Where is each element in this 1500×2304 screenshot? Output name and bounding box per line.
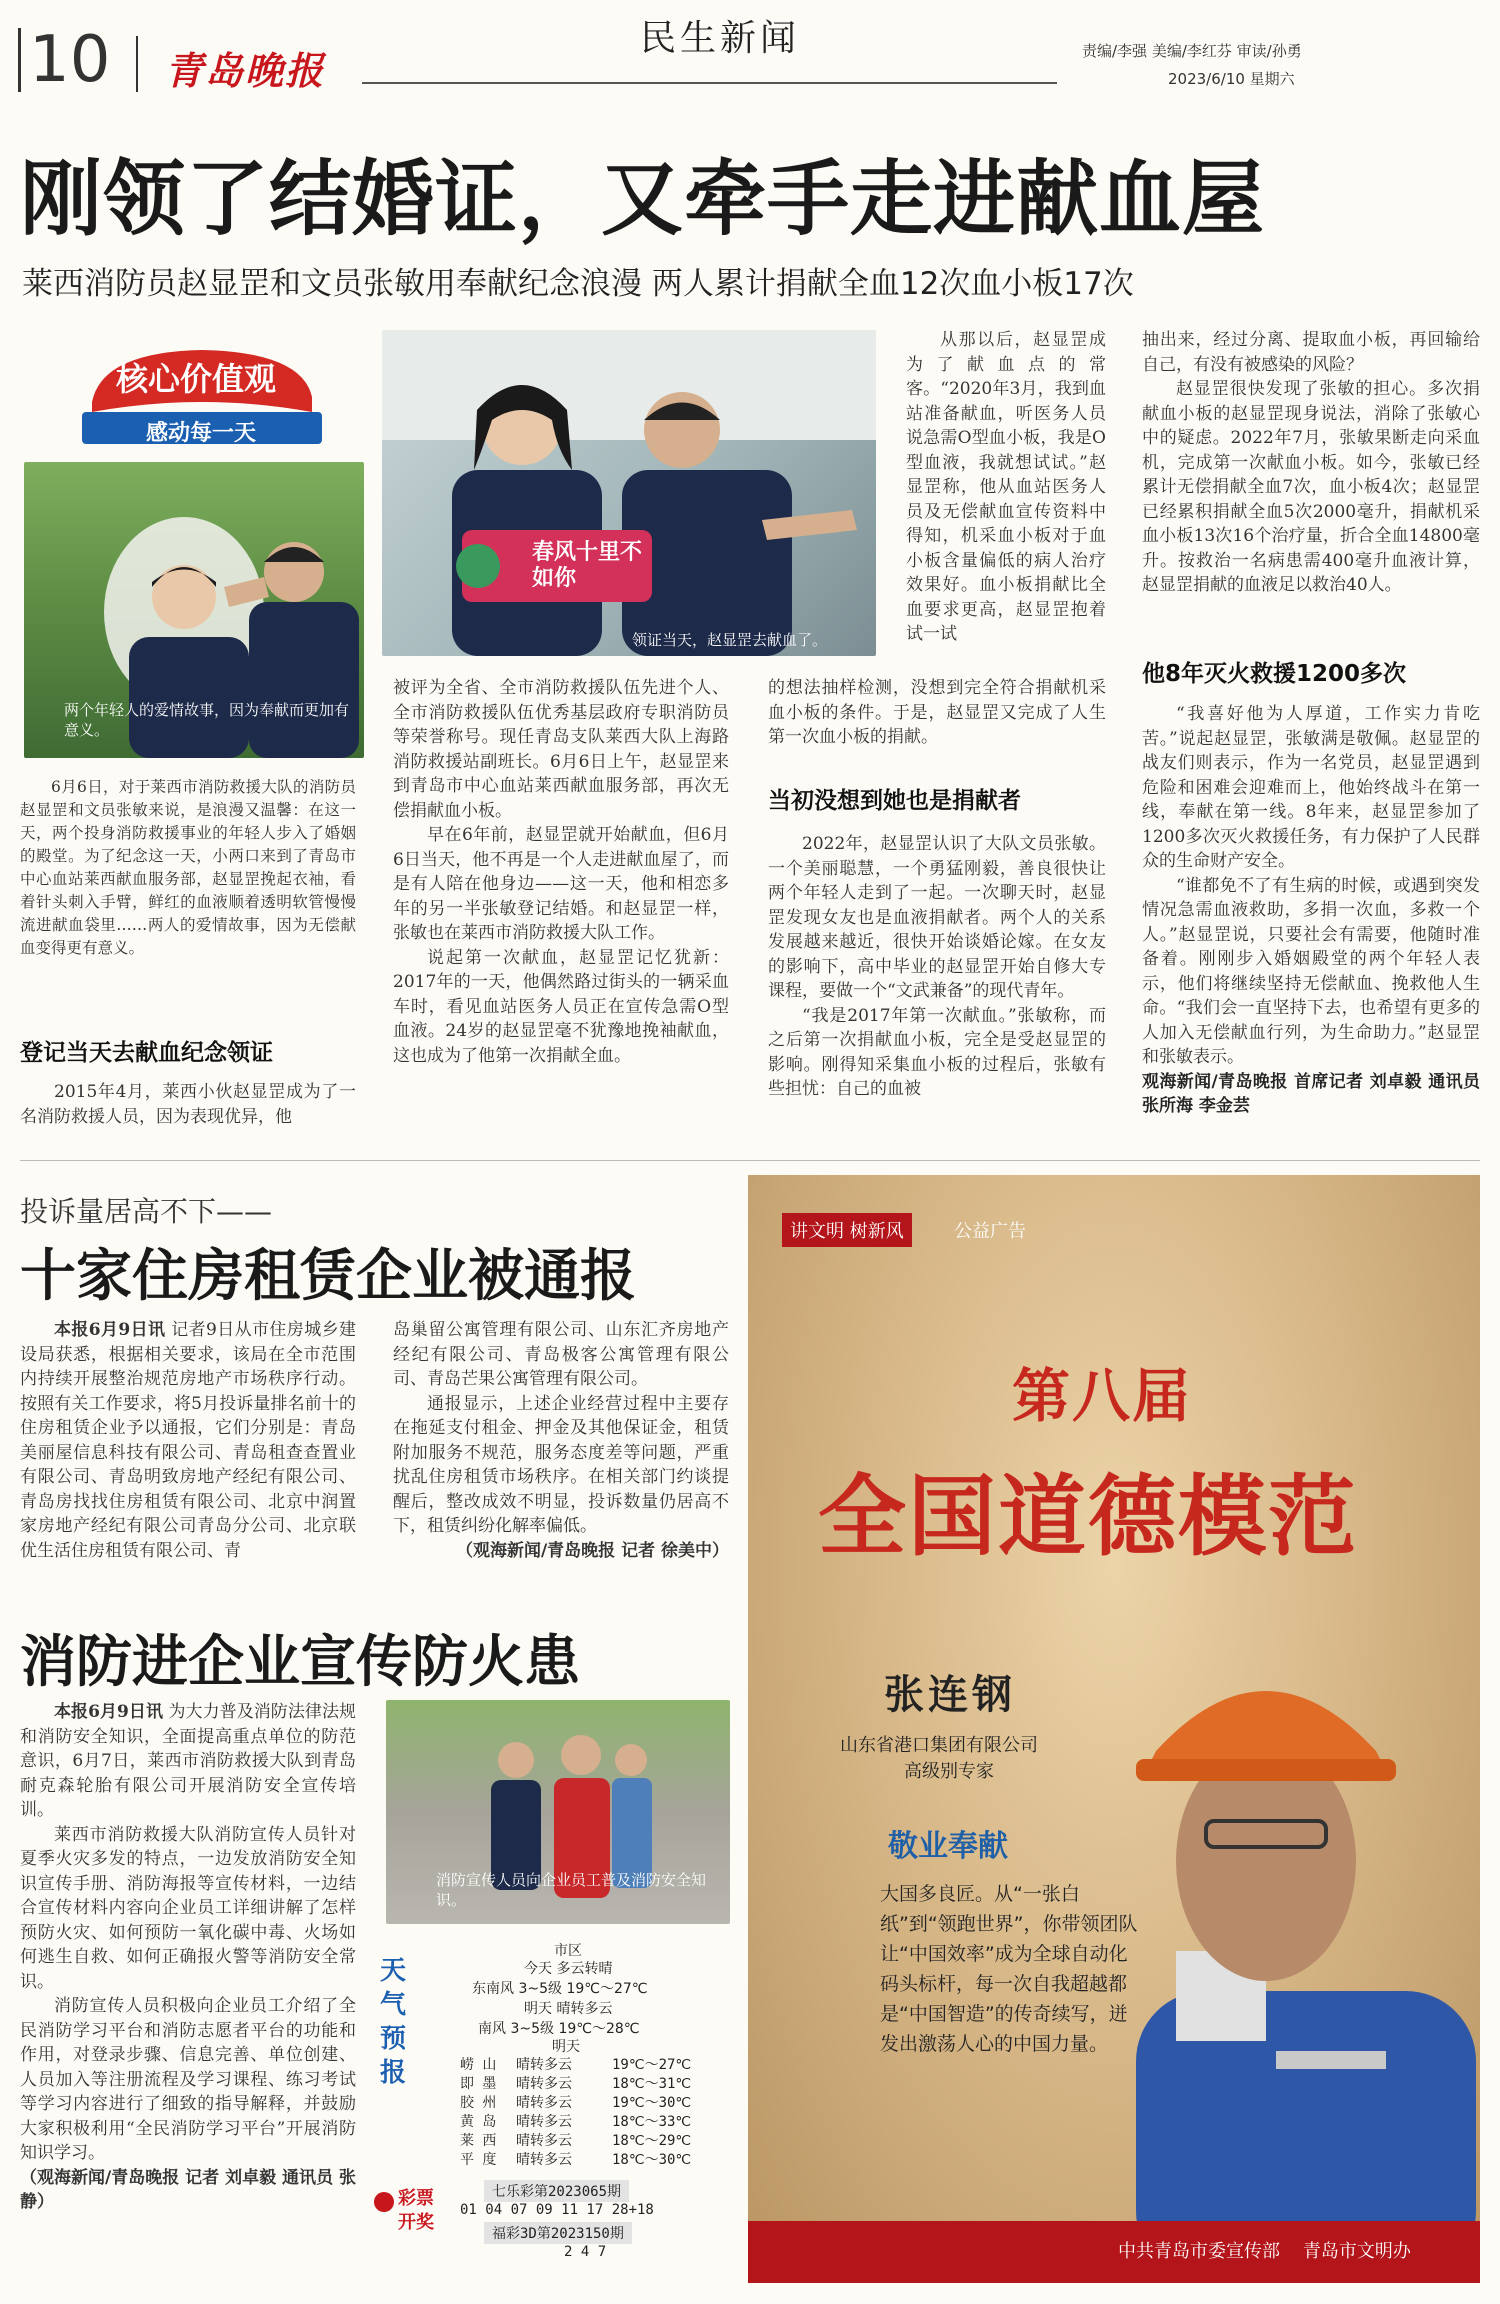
badge-title: 核心价值观: [116, 360, 277, 398]
weather-label: 天气预报: [380, 1956, 407, 2088]
paragraph: 早在6年前，赵显罡就开始献血，但6月6日当天，他不再是一个人走进献血屋了，而是有人陪在他身边——这一天，他和相恋多年的另一半张敏登记结婚。和赵显罡一样，张敏也在莱西市消防救援大队工作。: [393, 825, 729, 943]
ad-title-1: 第八届: [1012, 1362, 1193, 1430]
paragraph: 莱西市消防救援大队消防宣传人员针对夏季火灾多发的特点，一边发放消防安全知识宣传手册、消防海报等宣传材料，一边结合宣传材料内容向企业员工详细讲解了怎样预防火灾、如何预防一氧化碳中毒、火场如何逃生自救、如何正确报火警等消防安全常识。: [20, 1824, 356, 1992]
article2-kicker: 投诉量居高不下——: [20, 1195, 273, 1228]
weather-row: 胶 州 晴转多云 19℃～30℃: [460, 2095, 692, 2111]
fire-safety-photo: [386, 1700, 730, 1924]
weather-row: 黄 岛 晴转多云 18℃～33℃: [460, 2114, 692, 2130]
byline: 观海新闻/青岛晚报 首席记者 刘卓毅 通讯员 张所海 李金芸: [1142, 1071, 1480, 1116]
lottery-line-2: 01 04 07 09 11 17 28+18: [460, 2202, 654, 2218]
article2-col1: [20, 1318, 356, 1563]
article2-headline: 十家住房租赁企业被通报: [20, 1244, 636, 1309]
article2-col2: [393, 1318, 729, 1563]
paragraph: 说起第一次献血，赵显罡记忆犹新：2017年的一天，他偶然路过街头的一辆采血车时，看见血站医务人员正在宣传急需O型血液。24岁的赵显罡毫不犹豫地挽袖献血，这也成为了他第一次捐献全血。: [393, 947, 729, 1066]
paragraph: 抽出来，经过分离、提取血小板，再回输给自己，有没有被感染的风险？: [1142, 330, 1480, 375]
weather-today: 今天 多云转晴: [524, 1961, 613, 1977]
header-divider: [136, 36, 138, 92]
paragraph: 2022年，赵显罡认识了大队文员张敏。一个美丽聪慧，一个勇猛刚毅，善良很快让两个年轻人走到了一起。一次聊天时，赵显罡发现女友也是血液捐献者。两个人的关系发展越来越近，很快开始谈婚论嫁。在女友的影响下，高中毕业的赵显罡开始自修大专课程，要做一个“文武兼备”的现代青年。: [768, 834, 1106, 1001]
lottery-line-4: 2 4 7: [564, 2244, 607, 2260]
article1-col3: [768, 676, 1106, 750]
worker-portrait-icon: [1096, 1631, 1476, 2271]
dateline: 本报6月9日讯: [54, 1702, 164, 1722]
article1-col2: [393, 676, 729, 1068]
weather-row: 即 墨 晴转多云 18℃～31℃: [460, 2076, 692, 2092]
couple-photo: [24, 462, 364, 758]
photo3-caption: 消防宣传人员向企业员工普及消防安全知识。: [436, 1871, 707, 1909]
donation-photo: [382, 330, 876, 656]
subheading-2: 当初没想到她也是捐献者: [768, 788, 1021, 814]
article3-headline: 消防进企业宣传防火患: [20, 1630, 580, 1695]
ad-person-name: 张连钢: [884, 1671, 1016, 1718]
subheading-1: 登记当天去献血纪念领证: [20, 1040, 273, 1066]
dateline: 本报6月9日讯: [54, 1320, 166, 1340]
lottery-label-1: 彩票: [398, 2188, 434, 2209]
paragraph: 为大力普及消防法律法规和消防安全知识，全面提高重点单位的防范意识，6月7日，莱西市消防救援大队到青岛耐克森轮胎有限公司开展消防安全宣传培训。: [20, 1702, 356, 1820]
article1-col3-top: [906, 328, 1106, 647]
public-service-ad: [748, 1175, 1480, 2283]
intro-paragraph: 6月6日，对于莱西市消防救援大队的消防员赵显罡和文员张敏来说，是浪漫又温馨：在这一天，两个投身消防救援事业的年轻人步入了婚姻的殿堂。为了纪念这一天，小两口来到了青岛市中心血站莱西献血服务部，赵显罡挽起衣袖，看着针头刺入手臂，鲜红的血液顺着透明软管慢慢流进献血袋里……两人的爱情故事，因为无偿献血变得更有意义。: [20, 778, 356, 957]
paragraph: 记者9日从市住房城乡建设局获悉，根据相关要求，该局在全市范围内持续开展整治规范房地产市场秩序行动。按照有关工作要求，将5月投诉量排名前十的住房租赁企业予以通报，它们分别是：青岛美丽屋信息科技有限公司、青岛租查查置业有限公司、青岛明致房地产经纪有限公司、青岛房找找住房租赁有限公司、北京中润置家房地产经纪有限公司青岛分公司、北京联优生活住房租赁有限公司、青: [20, 1320, 356, 1561]
byline: （观海新闻/青岛晚报 记者 徐美中）: [455, 1540, 729, 1561]
editors-line: 责编/李强 美编/李红芬 审读/孙勇: [1082, 42, 1302, 60]
article1-col1-tail: [20, 1080, 356, 1129]
article1-col4-bottom: [1142, 702, 1480, 1119]
article3-col1: [20, 1700, 356, 2215]
weather-today-wind: 东南风 3~5级 19℃～27℃: [472, 1981, 648, 1997]
ad-title-2: 全国道德模范: [818, 1465, 1359, 1568]
weather-tomorrow-wind: 南风 3~5级 19℃～28℃: [478, 2021, 640, 2037]
paragraph: 岛巢留公寓管理有限公司、山东汇齐房地产经纪有限公司、青岛极客公寓管理有限公司、青岛芒果公寓管理有限公司。: [393, 1320, 729, 1389]
weather-city: 市区: [554, 1943, 582, 1959]
weather-row: 莱 西 晴转多云 18℃～29℃: [460, 2133, 692, 2149]
paragraph: 消防宣传人员积极向企业员工介绍了全民消防学习平台和消防志愿者平台的功能和作用，对登录步骤、信息完善、单位创建、人员加入等注册流程及学习课程、练习考试等学习内容进行了细致的指导解释，并鼓励大家积极利用“全民消防学习平台”开展消防知识学习。: [20, 1996, 356, 2163]
paper-logo: 青岛晚报: [165, 48, 326, 93]
lottery-line-3: 福彩3D第2023150期: [484, 2222, 632, 2244]
paragraph: 2015年4月，莱西小伙赵显罡成为了一名消防救援人员，因为表现优异，他: [20, 1082, 356, 1127]
weather-tomorrow: 明天 晴转多云: [524, 2001, 613, 2017]
paragraph: 的想法抽样检测，没想到完全符合捐献机采血小板的条件。于是，赵显罡又完成了人生第一次血小板的捐献。: [768, 678, 1106, 747]
weather-table: [460, 2056, 720, 2170]
paragraph: “我是2017年第一次献血。”张敏称，而之后第一次捐献血小板，完全是受赵显罡的影响。刚得知采集血小板的过程后，张敏有些担忧：自己的血被: [768, 1005, 1106, 1099]
ad-org-title: 高级别专家: [904, 1761, 994, 1782]
photo1-caption: 两个年轻人的爱情故事，因为奉献而更加有意义。: [64, 701, 350, 739]
article1-intro: [20, 776, 356, 960]
paragraph: 被评为全省、全市消防救援队伍先进个人、全市消防救援队伍优秀基层政府专职消防员等荣誉称号。现任青岛支队莱西大队上海路消防救援站副班长。6月6日上午，赵显罡来到青岛市中心血站莱西献血服务部，再次无偿捐献血小板。: [393, 678, 729, 821]
donation-illustration: [382, 330, 876, 656]
paragraph: “我喜好他为人厚道，工作实力肯吃苦。”说起赵显罡，张敏满是敬佩。赵显罡的战友们则表示，作为一名党员，赵显罡遇到危险和困难会迎难而上，他始终战斗在第一线，奉献在第一线。8年来，赵显罡参加了1200多次灭火救援任务，有力保护了人民群众的生命财产安全。: [1142, 704, 1480, 871]
subheading-3: 他8年灭火救援1200多次: [1142, 661, 1407, 687]
lottery-box: [374, 2178, 729, 2288]
paragraph: 赵显罡很快发现了张敏的担心。多次捐献血小板的赵显罡现身说法，消除了张敏心中的疑虑。2022年7月，张敏果断走向采血机，完成第一次献血小板。如今，张敏已经累计无偿捐献全血7次，血小板4次；赵显罡已经累积捐献全血5次2000毫升，捐献机采血小板13次16个治疗量，折合全血14800毫升。按救治一名病患需400毫升血液计算，赵显罡捐献的血液足以救治40人。: [1142, 379, 1480, 595]
page-number: 10: [18, 28, 110, 92]
ad-footer: 中共青岛市委宣传部 青岛市文明办: [1118, 2241, 1411, 2262]
article-subhead: 莱西消防员赵显罡和文员张敏用奉献纪念浪漫 两人累计捐献全血12次血小板17次: [22, 266, 1134, 302]
header-rule: [362, 82, 1057, 84]
photo2-caption: 领证当天，赵显罡去献血了。: [632, 631, 828, 649]
lottery-label-2: 开奖: [398, 2212, 434, 2233]
love-sign: 春风十里不如你: [532, 540, 643, 591]
ad-description: 大国多良匠。从“一张白纸”到“领跑世界”，你带领团队让“中国效率”成为全球自动化码头标杆，每一次自我超越都是“中国智造”的传奇续写，迸发出激荡人心的中国力量。: [880, 1883, 1138, 2055]
lottery-icon: [374, 2192, 394, 2212]
paragraph: 从那以后，赵显罡成为了献血点的常客。“2020年3月，我到血站准备献血，听医务人员说急需O型血小板，我是O型血液，我就想试试。”赵显罡称，他从血站医务人员及无偿献血宣传资料中得知，机采血小板对于血小板含量偏低的病人治疗效果好。血小板捐献比全血要求更高，赵显罡抱着试一试: [906, 330, 1106, 644]
ad-tag: 讲文明 树新风: [782, 1213, 912, 1247]
paragraph: 通报显示，上述企业经营过程中主要存在拖延支付租金、押金及其他保证金，租赁附加服务不规范，服务态度差等问题，严重扰乱住房租赁市场秩序。在相关部门约谈提醒后，整改成效不明显，投诉数量仍居高不下，租赁纠纷化解率偏低。: [393, 1393, 729, 1536]
date-line: 2023/6/10 星期六: [1168, 70, 1295, 88]
weather-box: [374, 1940, 729, 2170]
article1-col3-bottom: [768, 832, 1106, 1102]
section-title: 民生新闻: [640, 18, 801, 59]
article1-col4: [1142, 328, 1480, 598]
weather-row: 平 度 晴转多云 18℃～30℃: [460, 2152, 692, 2168]
masthead: [0, 0, 1500, 110]
paragraph: “谁都免不了有生病的时候，或遇到突发情况急需血液救助，多捐一次血，多救一个人。”赵显罡说，只要社会有需要，他随时准备着。刚刚步入婚姻殿堂的两个年轻人表示，他们将继续坚持无偿献血、挽救他人生命。“我们会一直坚持下去，也希望有更多的人加入无偿献血行列，为生命助力。”赵显罡和张敏表示。: [1142, 875, 1480, 1067]
ad-org: 山东省港口集团有限公司: [840, 1735, 1038, 1756]
ad-footer-band: [748, 2221, 1480, 2283]
core-values-badge: [82, 342, 322, 446]
ad-tag-2: 公益广告: [954, 1221, 1026, 1242]
section-divider: [20, 1160, 1480, 1161]
weather-row: 崂 山 晴转多云 19℃～27℃: [460, 2057, 692, 2073]
badge-subtitle: 感动每一天: [146, 421, 257, 446]
ad-category: 敬业奉献: [888, 1829, 1008, 1864]
article-headline: 刚领了结婚证，又牵手走进献血屋: [20, 152, 1266, 247]
byline: （观海新闻/青岛晚报 记者 刘卓毅 通讯员 张静）: [20, 2167, 356, 2212]
lottery-line-1: 七乐彩第2023065期: [484, 2180, 629, 2202]
weather-tomorrow-label: 明天: [552, 2039, 580, 2055]
